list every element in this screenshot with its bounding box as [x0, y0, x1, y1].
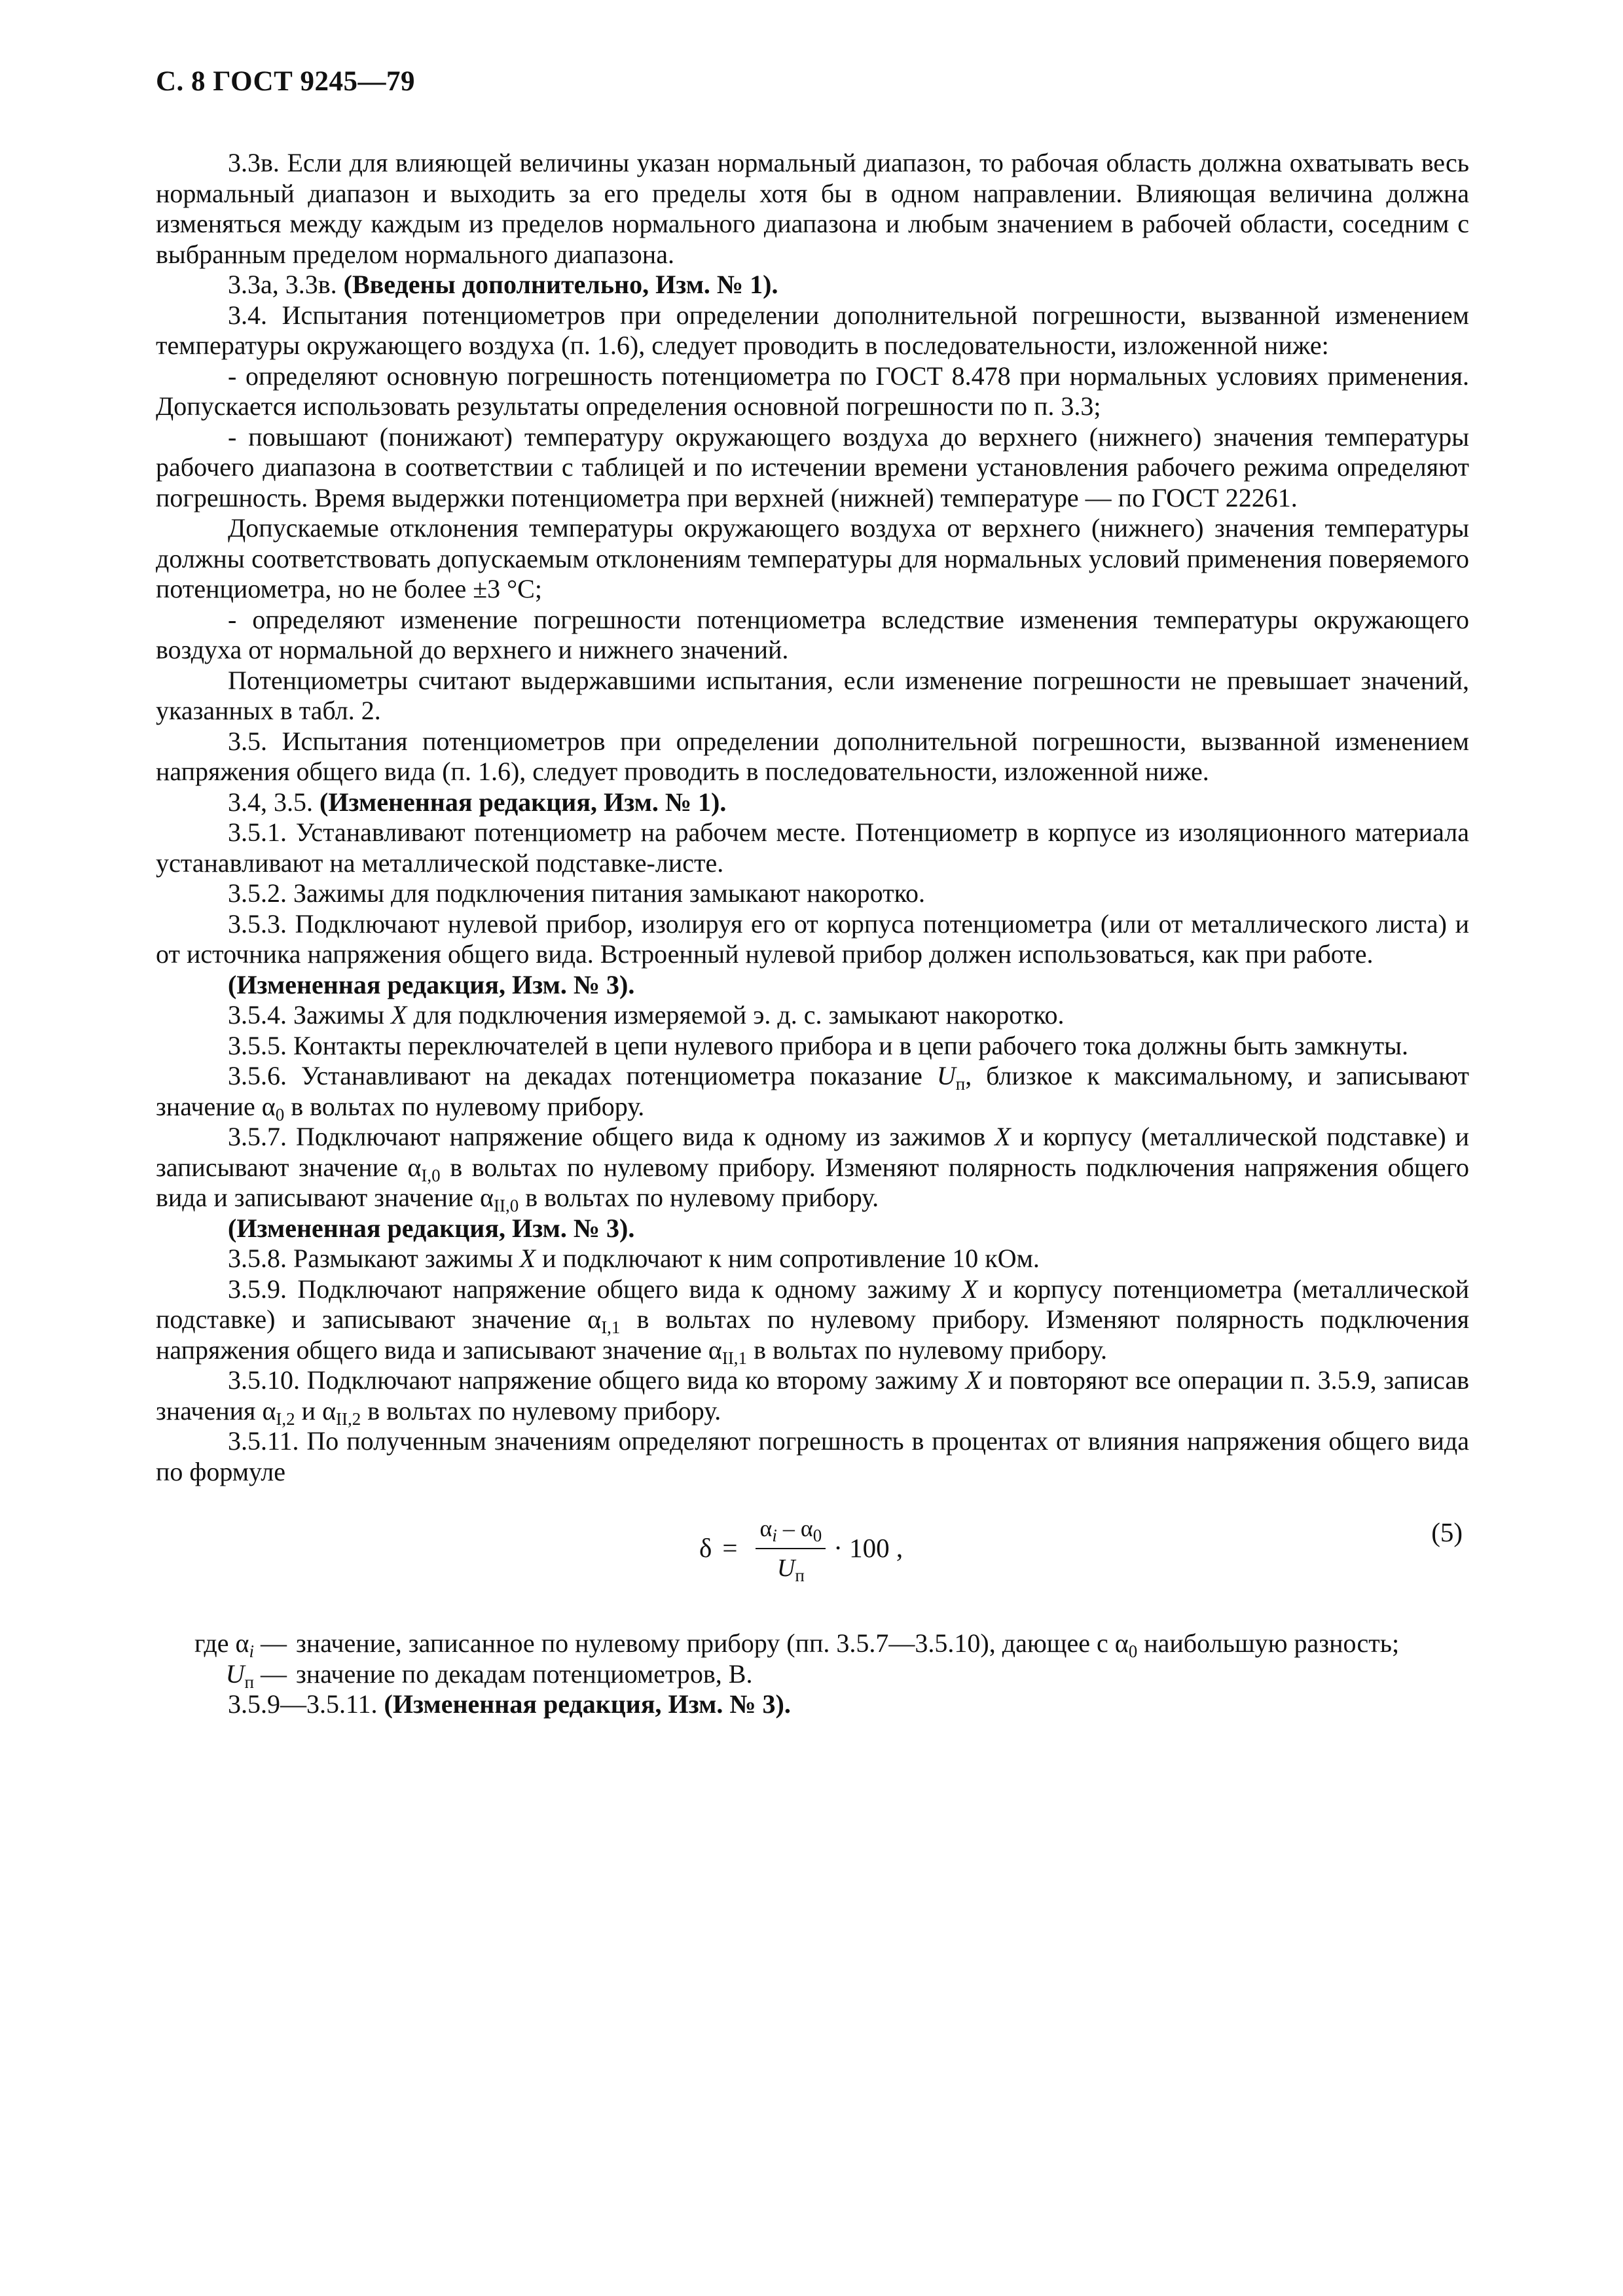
fraction: [756, 1513, 826, 1583]
paragraph-3-5-9: 3.5.9. Подключают напряжение общего вида к одному зажиму X и корпусу потенциометра (металлической подставке) и записывают значение $\alpha_{I,1}$ в вольтах по нулевому прибору. Изменяют полярность подключения напряжения общего вида и записывают значение $\alpha_{II,1}$ в вольтах по нулевому прибору.: [156, 1274, 1469, 1368]
paragraph-test-passed: Потенциометры считают выдержавшими испытания, если изменение погрешности не превышает значений, указанных в табл. 2.: [156, 665, 1469, 725]
paragraph-3-5: 3.5. Испытания потенциометров при определении дополнительной погрешности, вызванной изменением напряжения общего вида (п. 1.6), следует проводить в последовательности, изложенной ниже.: [156, 726, 1469, 786]
paragraph-3-5-8: 3.5.8. Размыкают зажимы X и подключают к ним сопротивление 10 кОм.: [228, 1244, 1040, 1273]
paragraph-3-5-11: 3.5.11. По полученным значениям определяют погрешность в процентах от влияния напряжения общего вида по формуле: [156, 1426, 1469, 1486]
paragraph-3-5-3: 3.5.3. Подключают нулевой прибор, изолируя его от корпуса потенциометра (или от металлического листа) и от источника напряжения общего вида. Встроенный нулевой прибор должен использоваться, как при работе.: [156, 908, 1469, 969]
formula-body: [699, 1513, 903, 1583]
delta-symbol: δ: [699, 1533, 712, 1564]
paragraph-3-5-1: 3.5.1. Устанавливают потенциометр на рабочем месте. Потенциометр в корпусе из изоляционного материала устанавливают на металлической подставке-листе.: [156, 817, 1469, 878]
paragraph-3-5-7: 3.5.7. Подключают напряжение общего вида к одному из зажимов X и корпусу (металлической подставке) и записывают значение $\alpha_{I,0}$ в вольтах по нулевому прибору. Изменяют полярность подключения напряжения общего вида и записывают значение $\alpha_{II,0}$ в вольтах по нулевому прибору.: [156, 1122, 1469, 1215]
paragraph-temperature-deviation: Допускаемые отклонения температуры окружающего воздуха от верхнего (нижнего) значения температуры должны соответствовать допускаемым отклонениям температуры для нормальных условий применения поверяемого потенциометра, но не более ±3 °С;: [156, 513, 1469, 603]
equation-number: (5): [1431, 1517, 1463, 1547]
amendment-bold: (Введены дополнительно, Изм. № 1).: [343, 270, 778, 299]
list-item: - повышают (понижают) температуру окружающего воздуха до верхнего (нижнего) значения температуры рабочего диапазона в соответствии с таблицей и по истечении времени установления рабочего режима определяют погрешность. Время выдержки потенциометра при верхней (нижней) температуре — по ГОСТ 22261.: [156, 422, 1469, 512]
list-item: - определяют изменение погрешности потенциометра вследствие изменения температуры окружающего воздуха от нормальной до верхнего и нижнего значений.: [156, 604, 1469, 664]
paragraph-3-3v: 3.3в. Если для влияющей величины указан нормальный диапазон, то рабочая область должна охватывать весь нормальный диапазон и выходить за его пределы хотя бы в одном направлении. Влияющая величина должна изменяться между каждым из пределов нормального диапазона и любым значением в рабочей области, соседним с выбранным пределом нормального диапазона.: [156, 148, 1469, 269]
where-line-2: $U_п$ — значение по декадам потенциометров, В.: [225, 1659, 753, 1692]
formula-5: [156, 1507, 1469, 1605]
where-line-1: где $\alpha_i$ — значение, записанное по нулевому прибору (пп. 3.5.7—3.5.10), дающее с $\alpha_0$ наибольшую разность;: [194, 1628, 1400, 1661]
amendment-bold: (Измененная редакция, Изм. № 1).: [319, 787, 727, 817]
paragraph-3-5-4: 3.5.4. Зажимы X для подключения измеряемой э. д. с. замыкают накоротко.: [228, 1000, 1065, 1030]
formula-multiplier: · 100 ,: [833, 1533, 903, 1564]
amendment-note-1: 3.3а, 3.3в. (Введены дополнительно, Изм. № 1).: [228, 270, 778, 299]
paragraph-3-4: 3.4. Испытания потенциометров при определении дополнительной погрешности, вызванной изменением температуры окружающего воздуха (п. 1.6), следует проводить в последовательности, изложенной ниже:: [156, 300, 1469, 360]
paragraph-3-5-5: 3.5.5. Контакты переключателей в цепи нулевого прибора и в цепи рабочего тока должны быть замкнуты.: [228, 1030, 1408, 1060]
page-header: С. 8 ГОСТ 9245—79: [156, 66, 416, 97]
amendment-note-5: 3.5.9—3.5.11. (Измененная редакция, Изм. № 3).: [228, 1689, 791, 1719]
document-body: [156, 148, 1469, 1720]
amendment-note-3: (Измененная редакция, Изм. № 3).: [228, 969, 635, 999]
equals-sign: =: [722, 1533, 738, 1564]
paragraph-3-5-2: 3.5.2. Зажимы для подключения питания замыкают накоротко.: [228, 878, 925, 908]
amendment-note-2: 3.4, 3.5. (Измененная редакция, Изм. № 1).: [228, 787, 727, 817]
fraction-numerator: $\alpha_i - \alpha_0$: [756, 1513, 826, 1549]
paragraph-3-5-6: 3.5.6. Устанавливают на декадах потенциометра показание $U_п$, близкое к максимальному, и записывают значение $\alpha_0$ в вольтах по нулевому прибору.: [156, 1061, 1469, 1124]
amendment-note-4: (Измененная редакция, Изм. № 3).: [228, 1213, 635, 1243]
list-item: - определяют основную погрешность потенциометра по ГОСТ 8.478 при нормальных условиях применения. Допускается использовать результаты определения основной погрешности по п. 3.3;: [156, 361, 1469, 421]
fraction-denominator: $U_п$: [776, 1554, 805, 1585]
paragraph-3-5-10: 3.5.10. Подключают напряжение общего вида ко второму зажиму X и повторяют все операции п. 3.5.9, записав значения $\alpha_{I,2}$ и $\alpha_{II,2}$ в вольтах по нулевому прибору.: [156, 1365, 1469, 1429]
